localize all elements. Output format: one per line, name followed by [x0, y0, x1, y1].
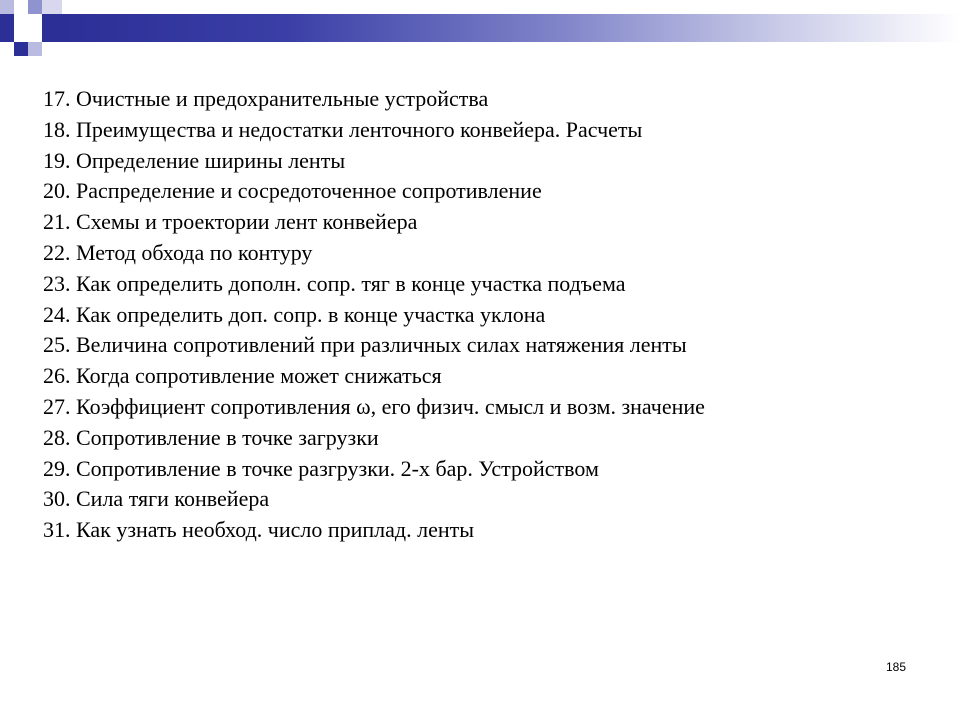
list-item: 31. Как узнать необход. число приплад. ленты: [43, 517, 475, 543]
header-gradient-band: [62, 14, 960, 42]
corner-decoration-square: [28, 0, 42, 14]
corner-decoration-square: [0, 42, 14, 56]
list-item: 27. Коэффициент сопротивления ω, его физич. смысл и возм. значение: [43, 393, 705, 419]
corner-decoration-square: [0, 0, 14, 14]
list-item: 21. Схемы и троектории лент конвейера: [43, 209, 418, 235]
corner-decoration-square: [14, 0, 28, 14]
corner-decoration-square: [28, 42, 42, 56]
page-number: 185: [885, 660, 906, 674]
list-item: 30. Сила тяги конвейера: [43, 486, 270, 512]
list-item: 17. Очистные и предохранительные устройства: [43, 86, 489, 111]
list-item: 20. Распределение и сосредоточенное сопротивление: [43, 178, 542, 204]
list-item: 25. Величина сопротивлений при различных силах натяжения ленты: [43, 332, 687, 358]
list-item: 26. Когда сопротивление может снижаться: [43, 363, 442, 389]
numbered-list: [43, 84, 923, 546]
corner-decoration-square: [14, 14, 42, 42]
corner-decoration-square: [0, 14, 14, 42]
list-item: 28. Сопротивление в точке загрузки: [43, 424, 379, 450]
list-item: 22. Метод обхода по контуру: [43, 239, 313, 265]
corner-decoration-square: [42, 14, 62, 42]
corner-decoration-square: [14, 42, 28, 56]
list-item: 18. Преимущества и недостатки ленточного конвейера. Расчеты: [43, 116, 643, 142]
corner-decoration-square: [42, 0, 62, 14]
list-item: 24. Как определить доп. сопр. в конце участка уклона: [43, 301, 546, 327]
list-item: 23. Как определить дополн. сопр. тяг в конце участка подъема: [43, 270, 626, 296]
list-item: 29. Сопротивление в точке разгрузки. 2-х бар. Устройством: [43, 455, 599, 481]
list-item: 19. Определение ширины ленты: [43, 147, 346, 173]
